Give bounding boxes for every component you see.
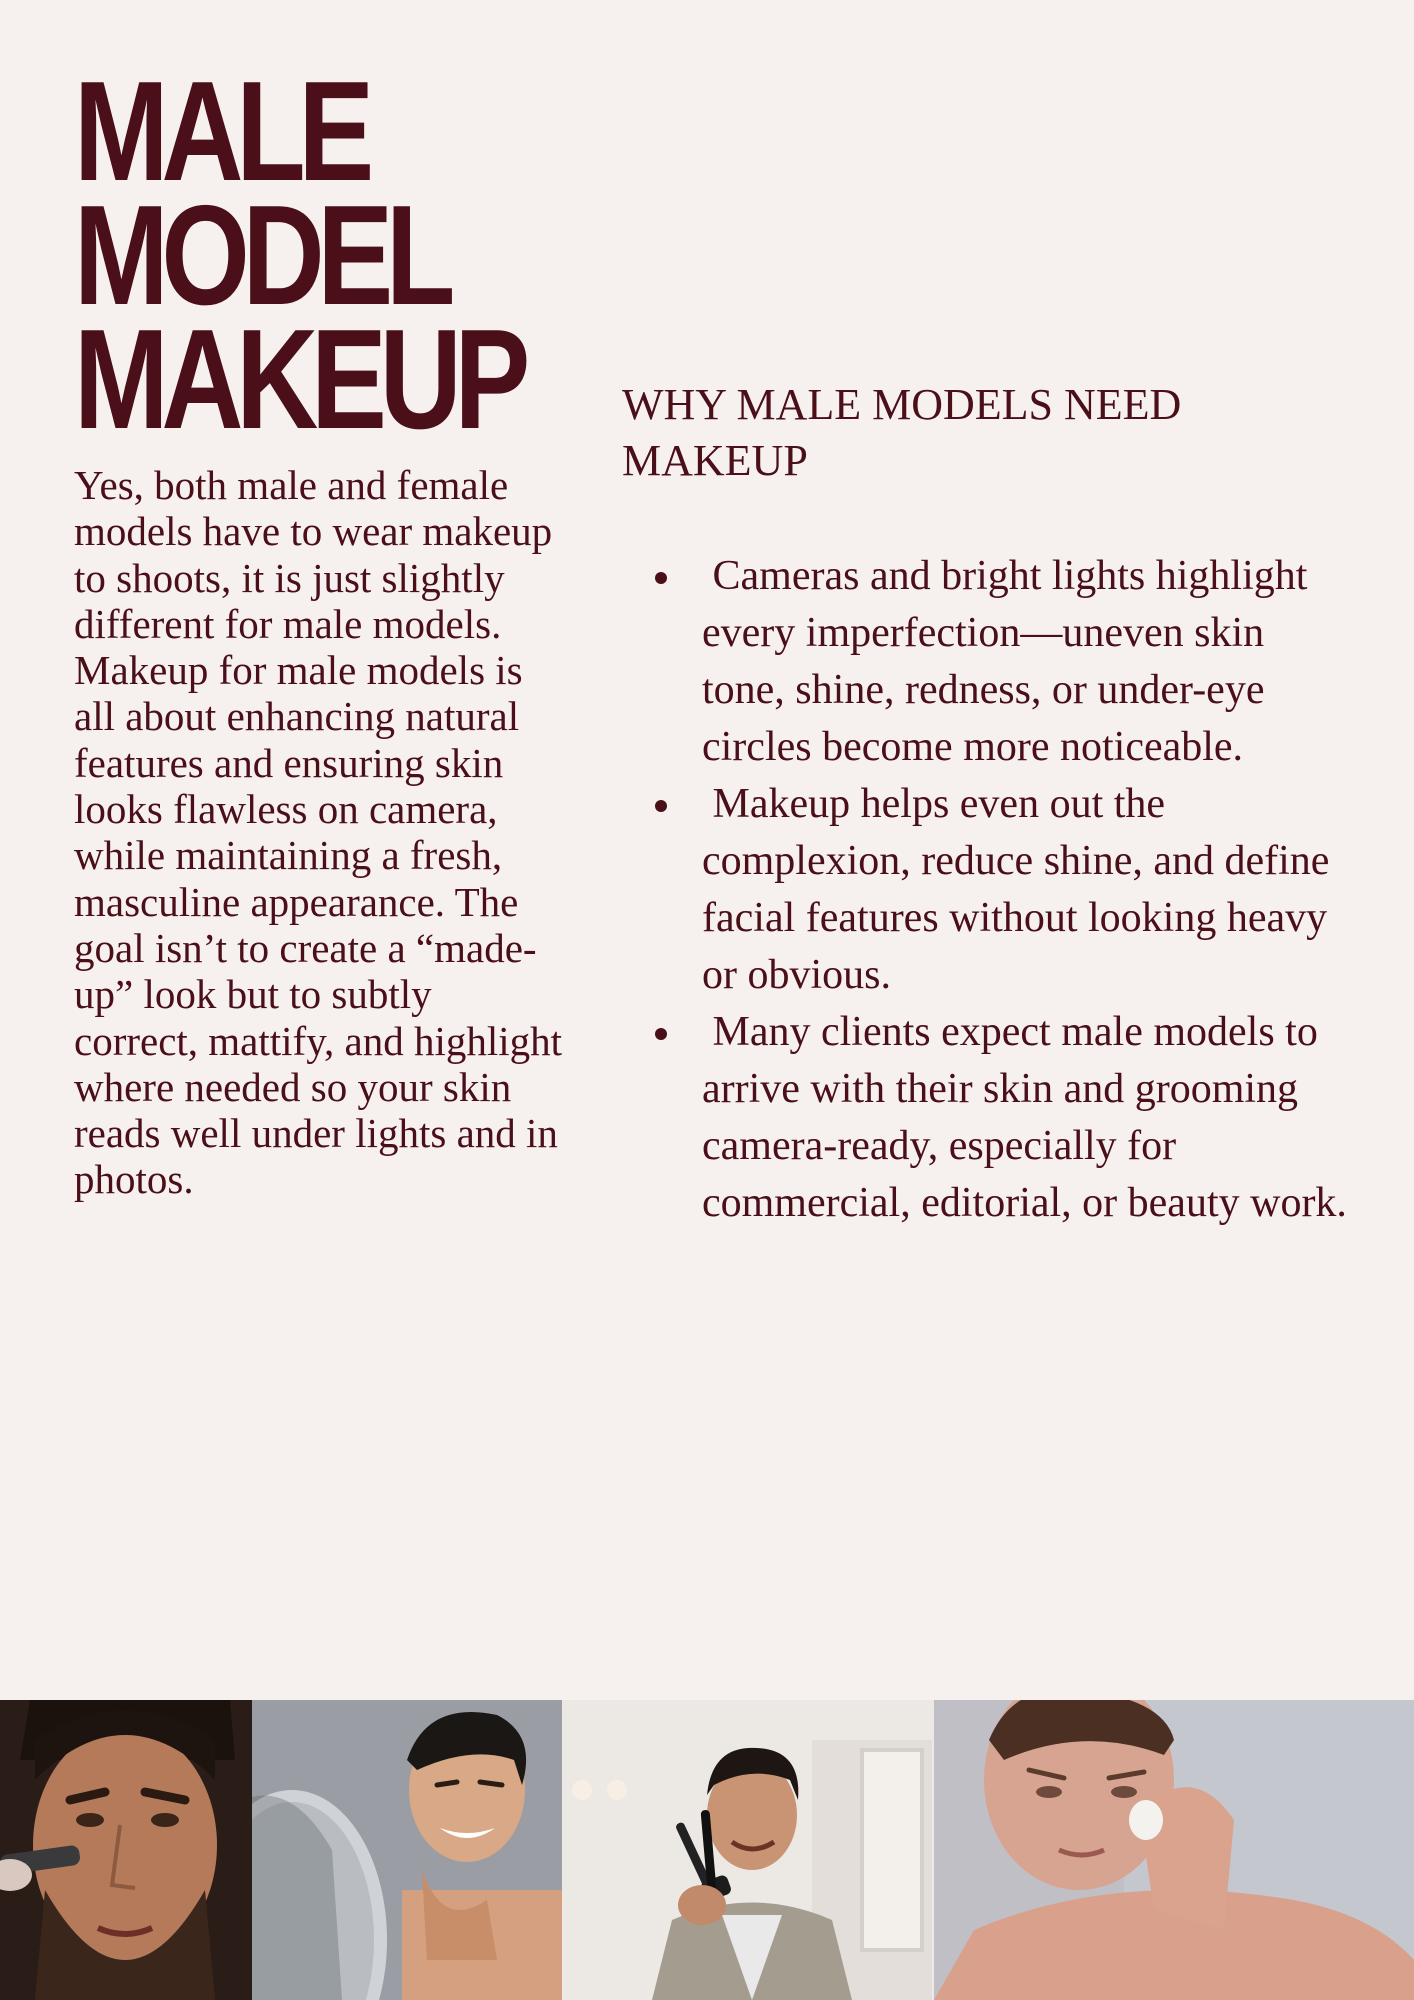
section-heading: WHY MALE MODELS NEED MAKEUP	[622, 380, 1182, 485]
bullet-icon	[655, 572, 667, 584]
list-item	[702, 776, 1352, 1004]
man-smiling-mirror-photo	[252, 1700, 562, 2000]
list-item-text: Many clients expect male models to arrive with their skin and grooming camera-ready, especially for commercial, editorial, or beauty work.	[702, 1009, 1347, 1226]
list-item-text: Makeup helps even out the complexion, reduce shine, and define facial features without looking heavy or obvious.	[702, 781, 1330, 998]
man-with-eye-tool-photo	[0, 1700, 252, 2000]
intro-paragraph: Yes, both male and female models have to wear makeup to shoots, it is just slightly different for male models. Makeup for male models is all about enhancing natural features and ensuring skin looks flawless on camera, while maintaining a fresh, masculine appearance. The goal isn’t to create a “made-up” look but to subtly correct, mattify, and highlight where needed so your skin reads well under lights and in photos.	[74, 462, 563, 1203]
photo-strip	[0, 1700, 1414, 2000]
man-cotton-pad-photo	[934, 1700, 1414, 2000]
list-item	[702, 548, 1352, 776]
list-item	[702, 1004, 1352, 1232]
man-holding-brushes-photo	[562, 1700, 934, 2000]
page-title: MALE MODEL MAKEUP	[74, 52, 524, 459]
bullet-icon	[655, 1028, 667, 1040]
list-item-text: Cameras and bright lights highlight every imperfection—uneven skin tone, shine, redness, or under-eye circles become more noticeable.	[702, 553, 1308, 770]
bullet-icon	[655, 800, 667, 812]
reasons-list	[702, 548, 1352, 1232]
